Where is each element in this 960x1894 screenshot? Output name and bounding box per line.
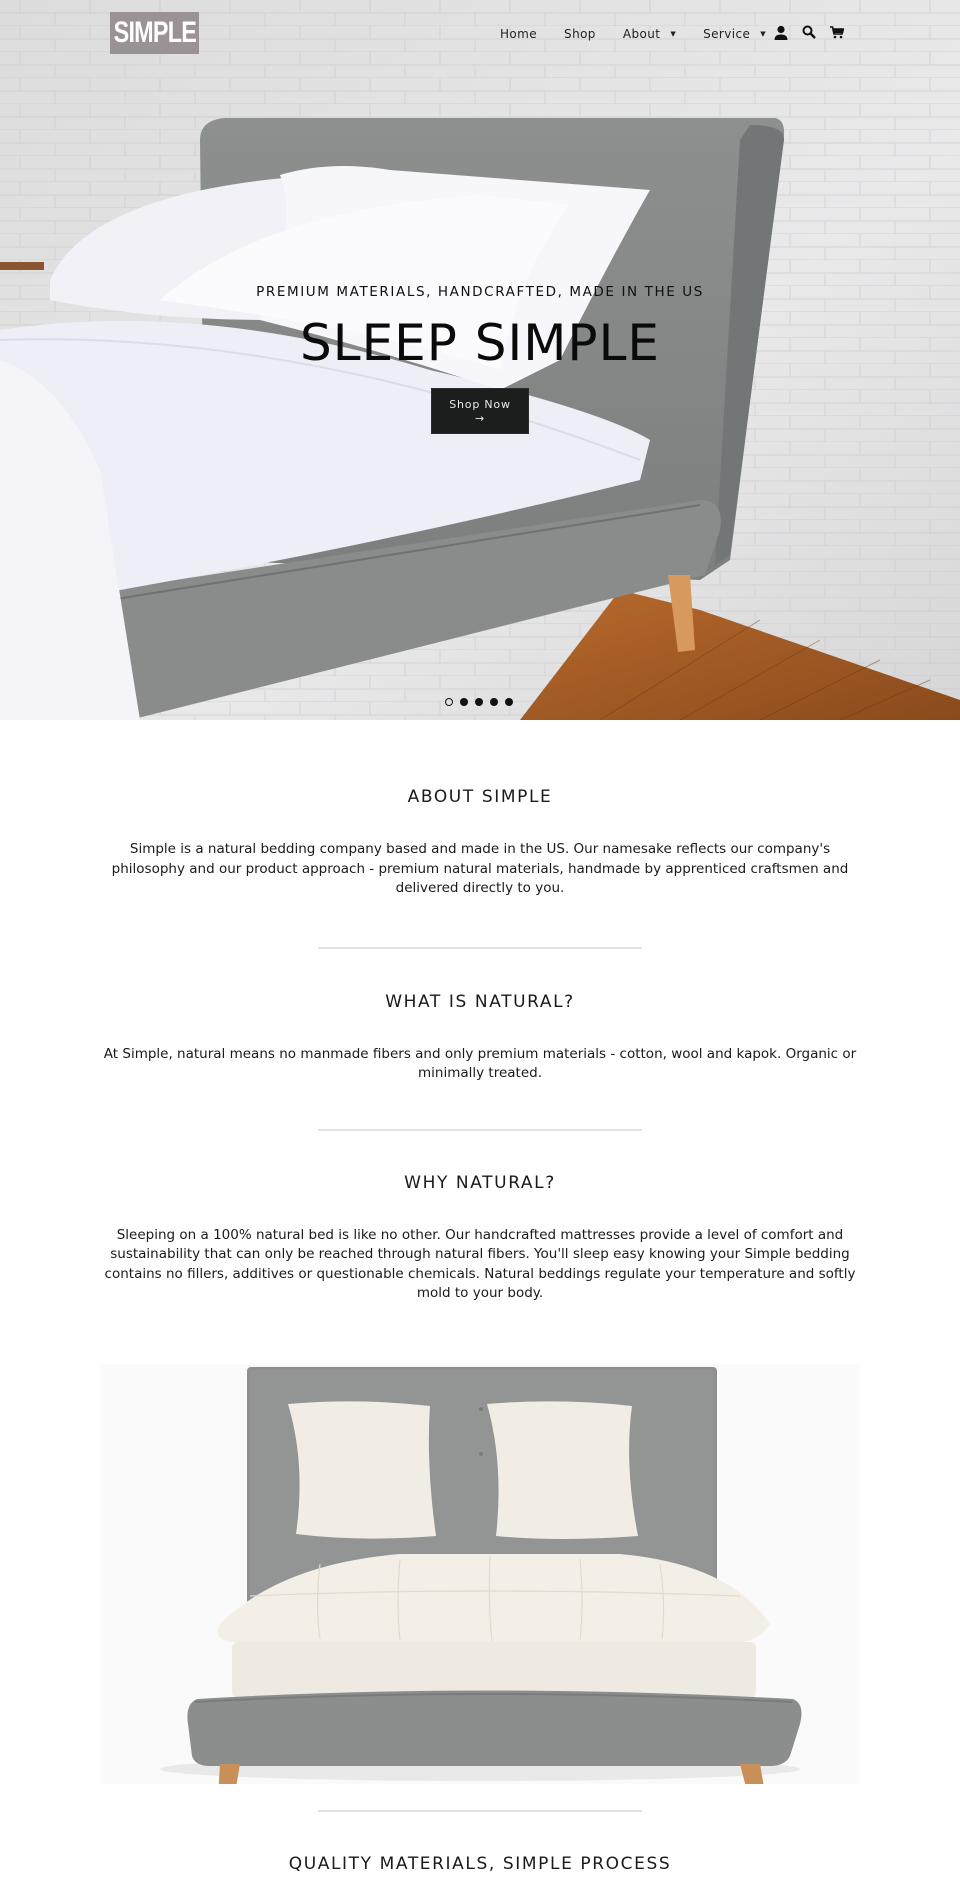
cart-icon[interactable] xyxy=(827,22,847,42)
section-title: WHAT IS NATURAL? xyxy=(385,991,575,1012)
nav-home[interactable] xyxy=(500,27,537,41)
section-text: Sleeping on a 100% natural bed is like no other. Our handcrafted mattresses provide a level of comfort and sustainability that can only be reached through natural fibers. You'll sleep easy knowing your Simple bedding contains no fillers, additives or questionable chemicals. Natural beddings regulate your temperature and softly mold to your body. xyxy=(104,1226,856,1301)
slide-dot-1[interactable] xyxy=(445,698,453,706)
hero-caption xyxy=(0,284,960,434)
slide-pagination xyxy=(445,698,520,706)
arrow-right-icon: → xyxy=(474,412,486,425)
caret-down-icon: ▼ xyxy=(670,30,677,38)
why-natural-section xyxy=(0,1131,960,1304)
nav-shop[interactable] xyxy=(564,27,596,41)
section-text: Simple is a natural bedding company based and made in the US. Our namesake reflects our company's philosophy and our product approach - premium natural materials, handmade by apprenticed craftsmen and delivered directly to you. xyxy=(111,841,849,896)
quality-materials-section xyxy=(0,1812,960,1894)
hero-subtitle: PREMIUM MATERIALS, HANDCRAFTED, MADE IN THE US xyxy=(256,284,704,300)
header-icons xyxy=(771,22,855,42)
site-header xyxy=(0,0,960,66)
section-title: ABOUT SIMPLE xyxy=(407,787,553,807)
nav-shop-label: Shop xyxy=(564,27,596,41)
shop-now-button[interactable] xyxy=(431,388,529,434)
about-section xyxy=(0,720,960,899)
main-nav xyxy=(500,24,793,44)
what-is-natural-section xyxy=(0,949,960,1084)
nav-service-label: Service xyxy=(703,27,751,41)
section-title: WHY NATURAL? xyxy=(404,1172,556,1193)
bed-product-image xyxy=(100,1364,860,1784)
shop-now-label: Shop Now xyxy=(449,398,511,411)
account-icon[interactable] xyxy=(771,22,791,42)
slide-dot-2[interactable] xyxy=(460,698,468,706)
nav-service[interactable] xyxy=(703,27,766,41)
nav-about[interactable] xyxy=(623,27,676,41)
hero-title: SLEEP SIMPLE xyxy=(299,314,661,372)
logo-text: SIMPLE xyxy=(113,16,196,49)
caret-down-icon: ▼ xyxy=(760,30,767,38)
section-title: QUALITY MATERIALS, SIMPLE PROCESS xyxy=(288,1853,672,1874)
section-text: At Simple, natural means no manmade fibers and only premium materials - cotton, wool and kapok. Organic or minimally treated. xyxy=(103,1045,857,1081)
site-logo[interactable] xyxy=(110,12,199,54)
hero-slideshow xyxy=(0,0,960,720)
slide-dot-3[interactable] xyxy=(475,698,483,706)
search-icon[interactable] xyxy=(799,22,819,42)
nav-home-label: Home xyxy=(500,27,538,41)
nav-about-label: About xyxy=(622,27,661,41)
slide-dot-5[interactable] xyxy=(505,698,513,706)
slide-dot-4[interactable] xyxy=(490,698,498,706)
